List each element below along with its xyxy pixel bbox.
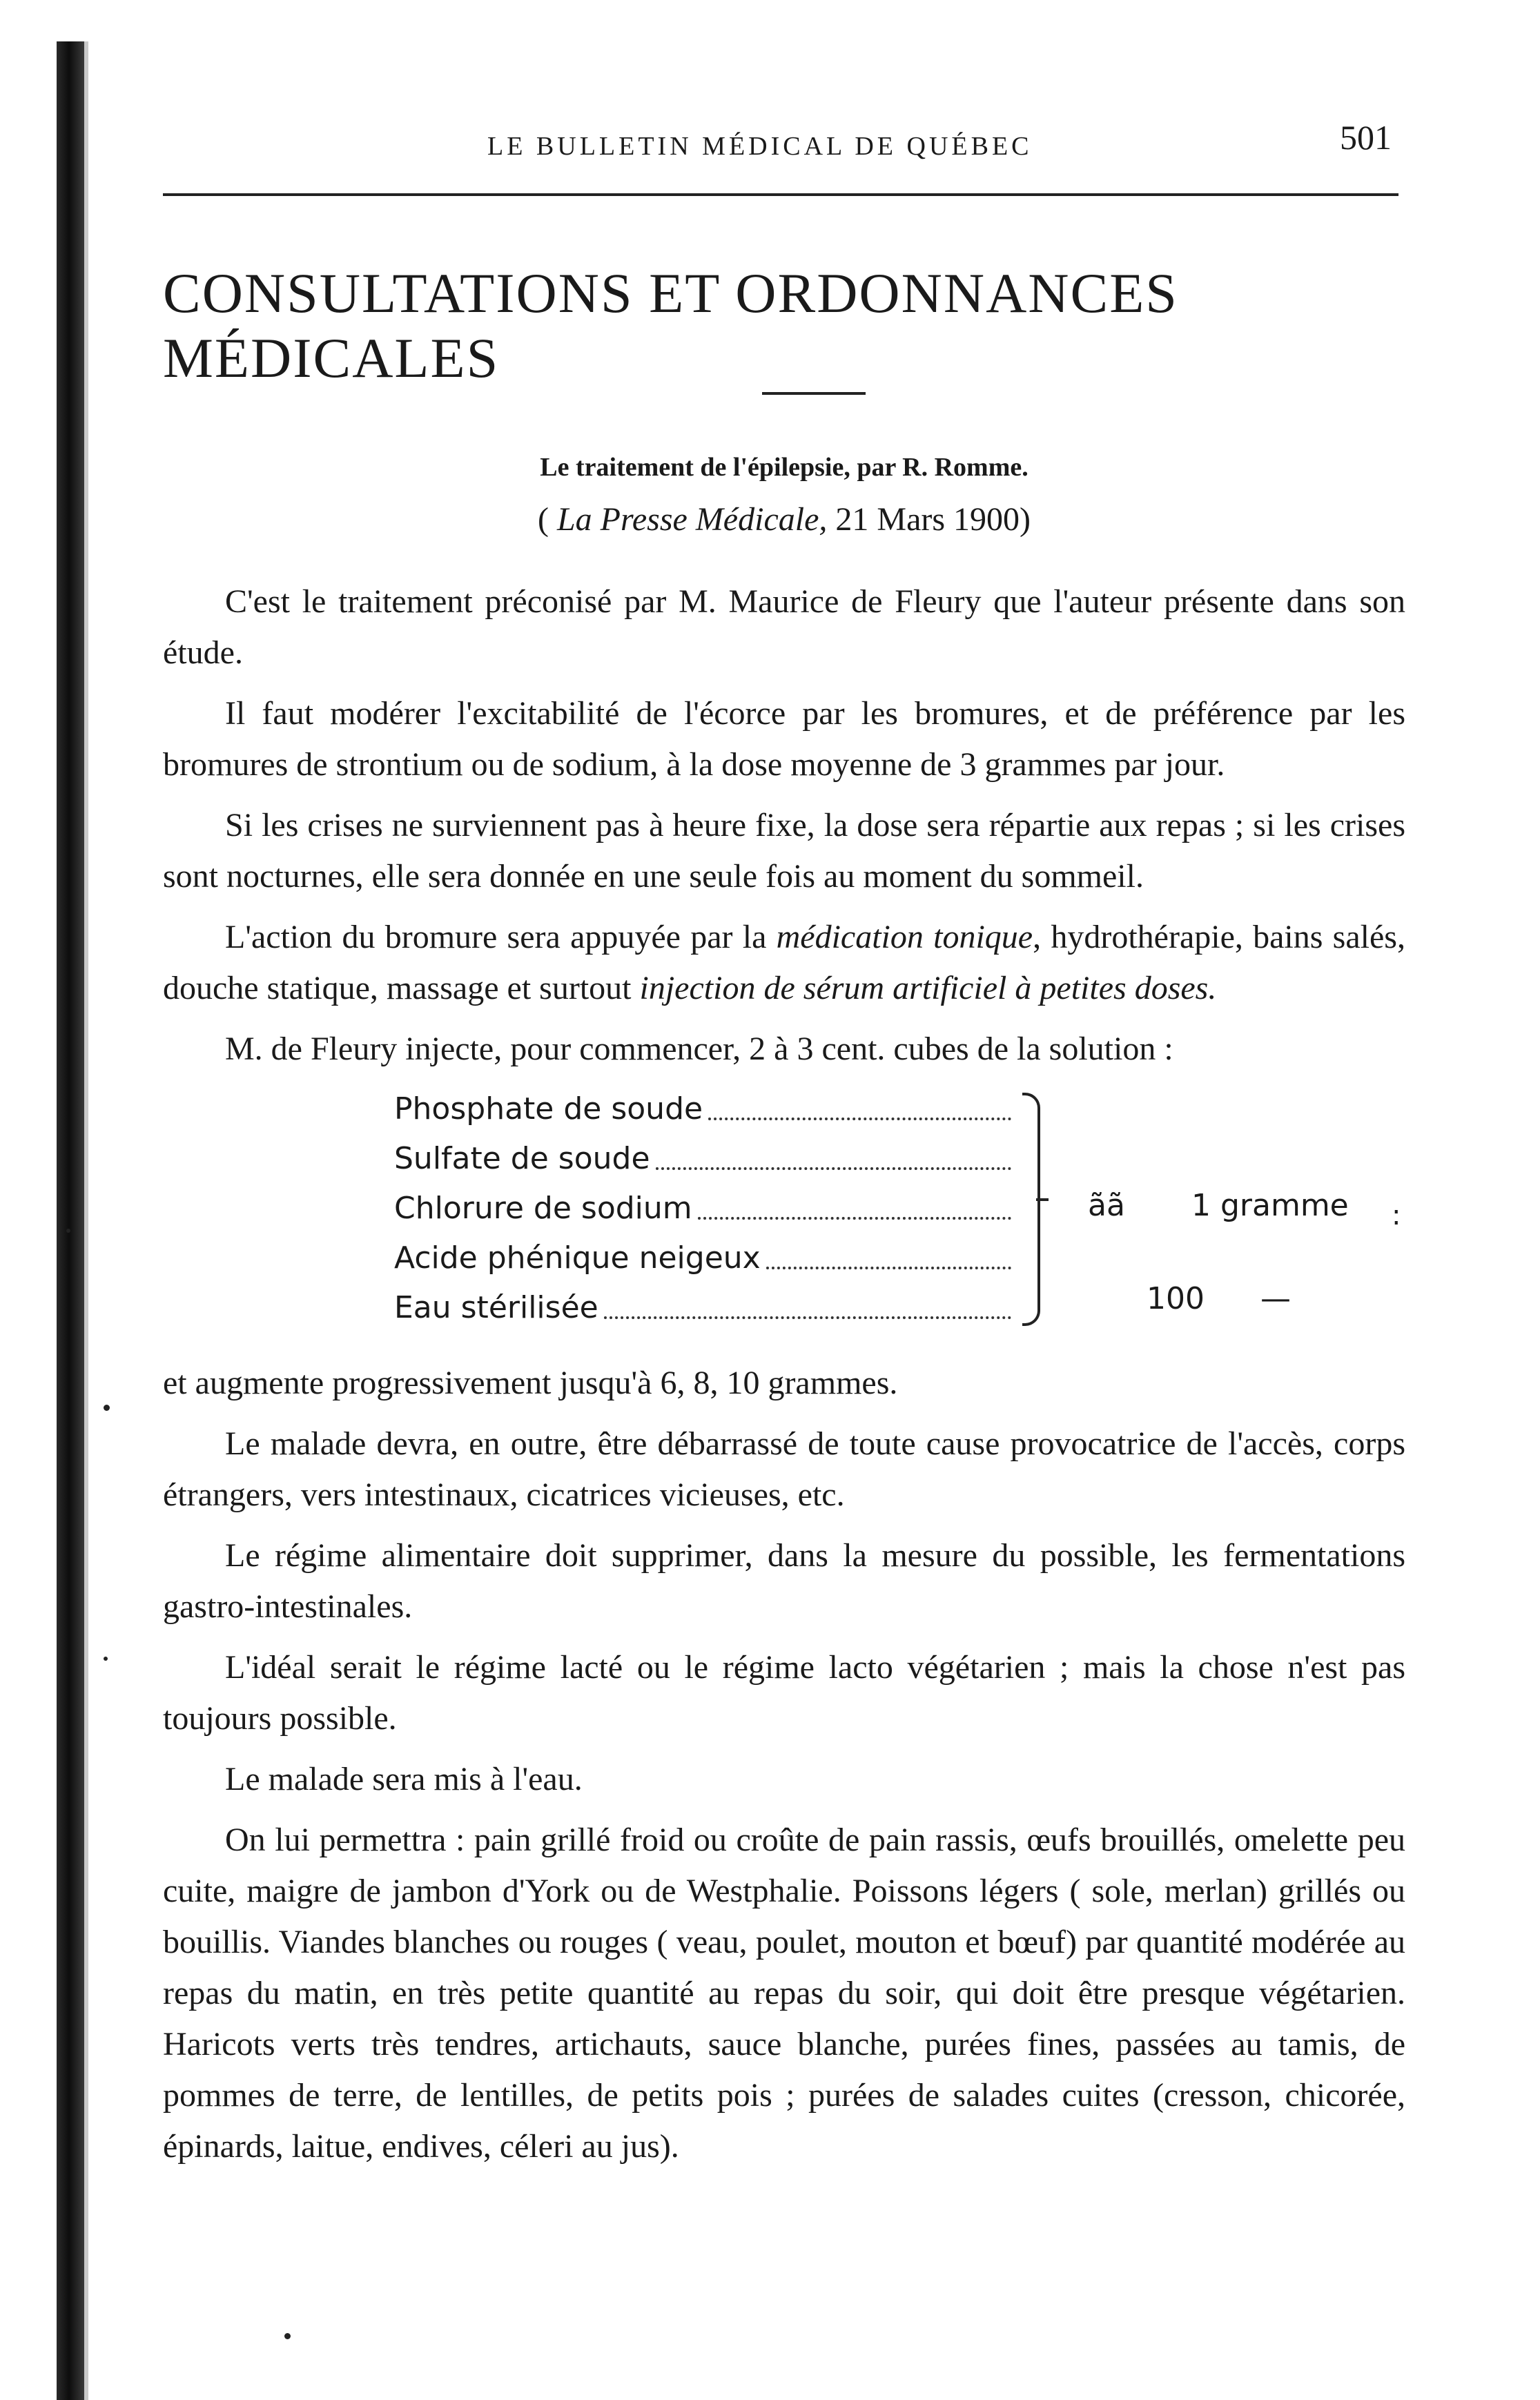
leader-dots: [766, 1233, 1011, 1269]
paragraph-text: L'action du bromure sera appuyée par la: [225, 919, 777, 955]
formula-ingredient: Chlorure de sodium: [394, 1191, 692, 1226]
formula-ingredient: Acide phénique neigeux: [394, 1240, 761, 1276]
page-header: [163, 104, 1405, 161]
formula-row: [394, 1184, 1015, 1233]
page-number: 501: [1340, 118, 1392, 157]
citation-date: 21 Mars 1900: [835, 501, 1020, 538]
paragraph: Si les crises ne surviennent pas à heure fixe, la dose sera répartie aux repas ; si les crises sont nocturnes, elle sera donnée en une seule fois au moment du sommeil.: [163, 807, 1405, 895]
formula-dose: 1 gramme: [1191, 1188, 1349, 1223]
ink-speck: [104, 1657, 108, 1661]
formula-row: [394, 1134, 1015, 1184]
article-body: [163, 576, 1405, 2182]
paragraph: Le malade sera mis à l'eau.: [225, 1761, 583, 1797]
main-title: CONSULTATIONS ET ORDONNANCES MÉDICALES: [163, 262, 1178, 389]
ink-speck: [104, 1405, 110, 1411]
paragraph: C'est le traitement préconisé par M. Maurice de Fleury que l'auteur présente dans son étude.: [163, 583, 1405, 671]
ink-speck: [66, 1229, 70, 1233]
emphasis-text: injection de sérum artificiel à petites doses.: [639, 970, 1217, 1006]
leader-dots: [604, 1283, 1011, 1319]
header-rule: [163, 193, 1398, 196]
binding-spine: [57, 41, 84, 2400]
formula-ingredient: Phosphate de soude: [394, 1091, 703, 1126]
brace: [1022, 1093, 1040, 1326]
emphasis-text: médication tonique: [776, 919, 1033, 955]
paragraph: M. de Fleury injecte, pour commencer, 2 à 3 cent. cubes de la solution :: [225, 1031, 1173, 1067]
paragraph-text: , hydrothérapie, bains salés, douche statique, massage et surtout: [163, 919, 1405, 1006]
leader-dots: [708, 1084, 1011, 1120]
formula-aa: ãã: [1088, 1188, 1125, 1223]
leader-dots: [656, 1134, 1011, 1170]
article-title: Le traitement de l'épilepsie, par R. Romme.: [540, 453, 1029, 482]
formula-water-unit: —: [1260, 1281, 1291, 1316]
formula-water-amount: 100: [1147, 1281, 1205, 1316]
paragraph: et augmente progressivement jusqu'à 6, 8, 10 grammes.: [163, 1365, 898, 1401]
prescription-formula: [163, 1084, 1405, 1347]
paragraph: On lui permettra : pain grillé froid ou croûte de pain rassis, œufs brouillés, omelette peu cuite, maigre de jambon d'York ou de Westphalie. Poissons légers ( sole, merlan) grillés ou bouillis. Viandes blanches ou rouges ( veau, poulet, mouton et bœuf) par quantité modérée au repas du matin, en très petite quantité au repas du soir, qui doit être presque végétarien. Haricots verts très tendres, artichauts, sauce blanche, purées fines, passées au tamis, de pommes de terre, de lentilles, de petits pois ; purées de salades cuites (cresson, chicorée, épinards, laitue, endives, céleri au jus).: [163, 1822, 1405, 2165]
formula-ingredient: Sulfate de soude: [394, 1141, 650, 1176]
page: [163, 104, 1405, 2354]
title-rule: [762, 392, 866, 395]
formula-row: [394, 1233, 1015, 1283]
paragraph: [163, 912, 1405, 1014]
binding-edge: [84, 41, 88, 2400]
brace-point: [1036, 1198, 1049, 1201]
formula-items: [394, 1084, 1015, 1333]
citation-source: La Presse Médicale,: [556, 501, 828, 538]
formula-ingredient: Eau stérilisée: [394, 1290, 598, 1325]
formula-colon: :: [1392, 1200, 1401, 1231]
formula-row: [394, 1084, 1015, 1134]
paragraph: Le régime alimentaire doit supprimer, dans la mesure du possible, les fermentations gastro-intestinales.: [163, 1537, 1405, 1625]
leader-dots: [698, 1184, 1011, 1220]
running-head: LE BULLETIN MÉDICAL DE QUÉBEC: [487, 132, 1033, 161]
paragraph: Il faut modérer l'excitabilité de l'écorce par les bromures, et de préférence par les bromures de strontium ou de sodium, à la dose moyenne de 3 grammes par jour.: [163, 695, 1405, 783]
formula-row: [394, 1283, 1015, 1333]
paragraph: Le malade devra, en outre, être débarrassé de toute cause provocatrice de l'accès, corps étrangers, vers intestinaux, cicatrices vicieuses, etc.: [163, 1425, 1405, 1513]
paragraph: L'idéal serait le régime lacté ou le régime lacto végétarien ; mais la chose n'est pas toujours possible.: [163, 1649, 1405, 1737]
citation: ( La Presse Médicale, 21 Mars 1900): [537, 501, 1031, 538]
